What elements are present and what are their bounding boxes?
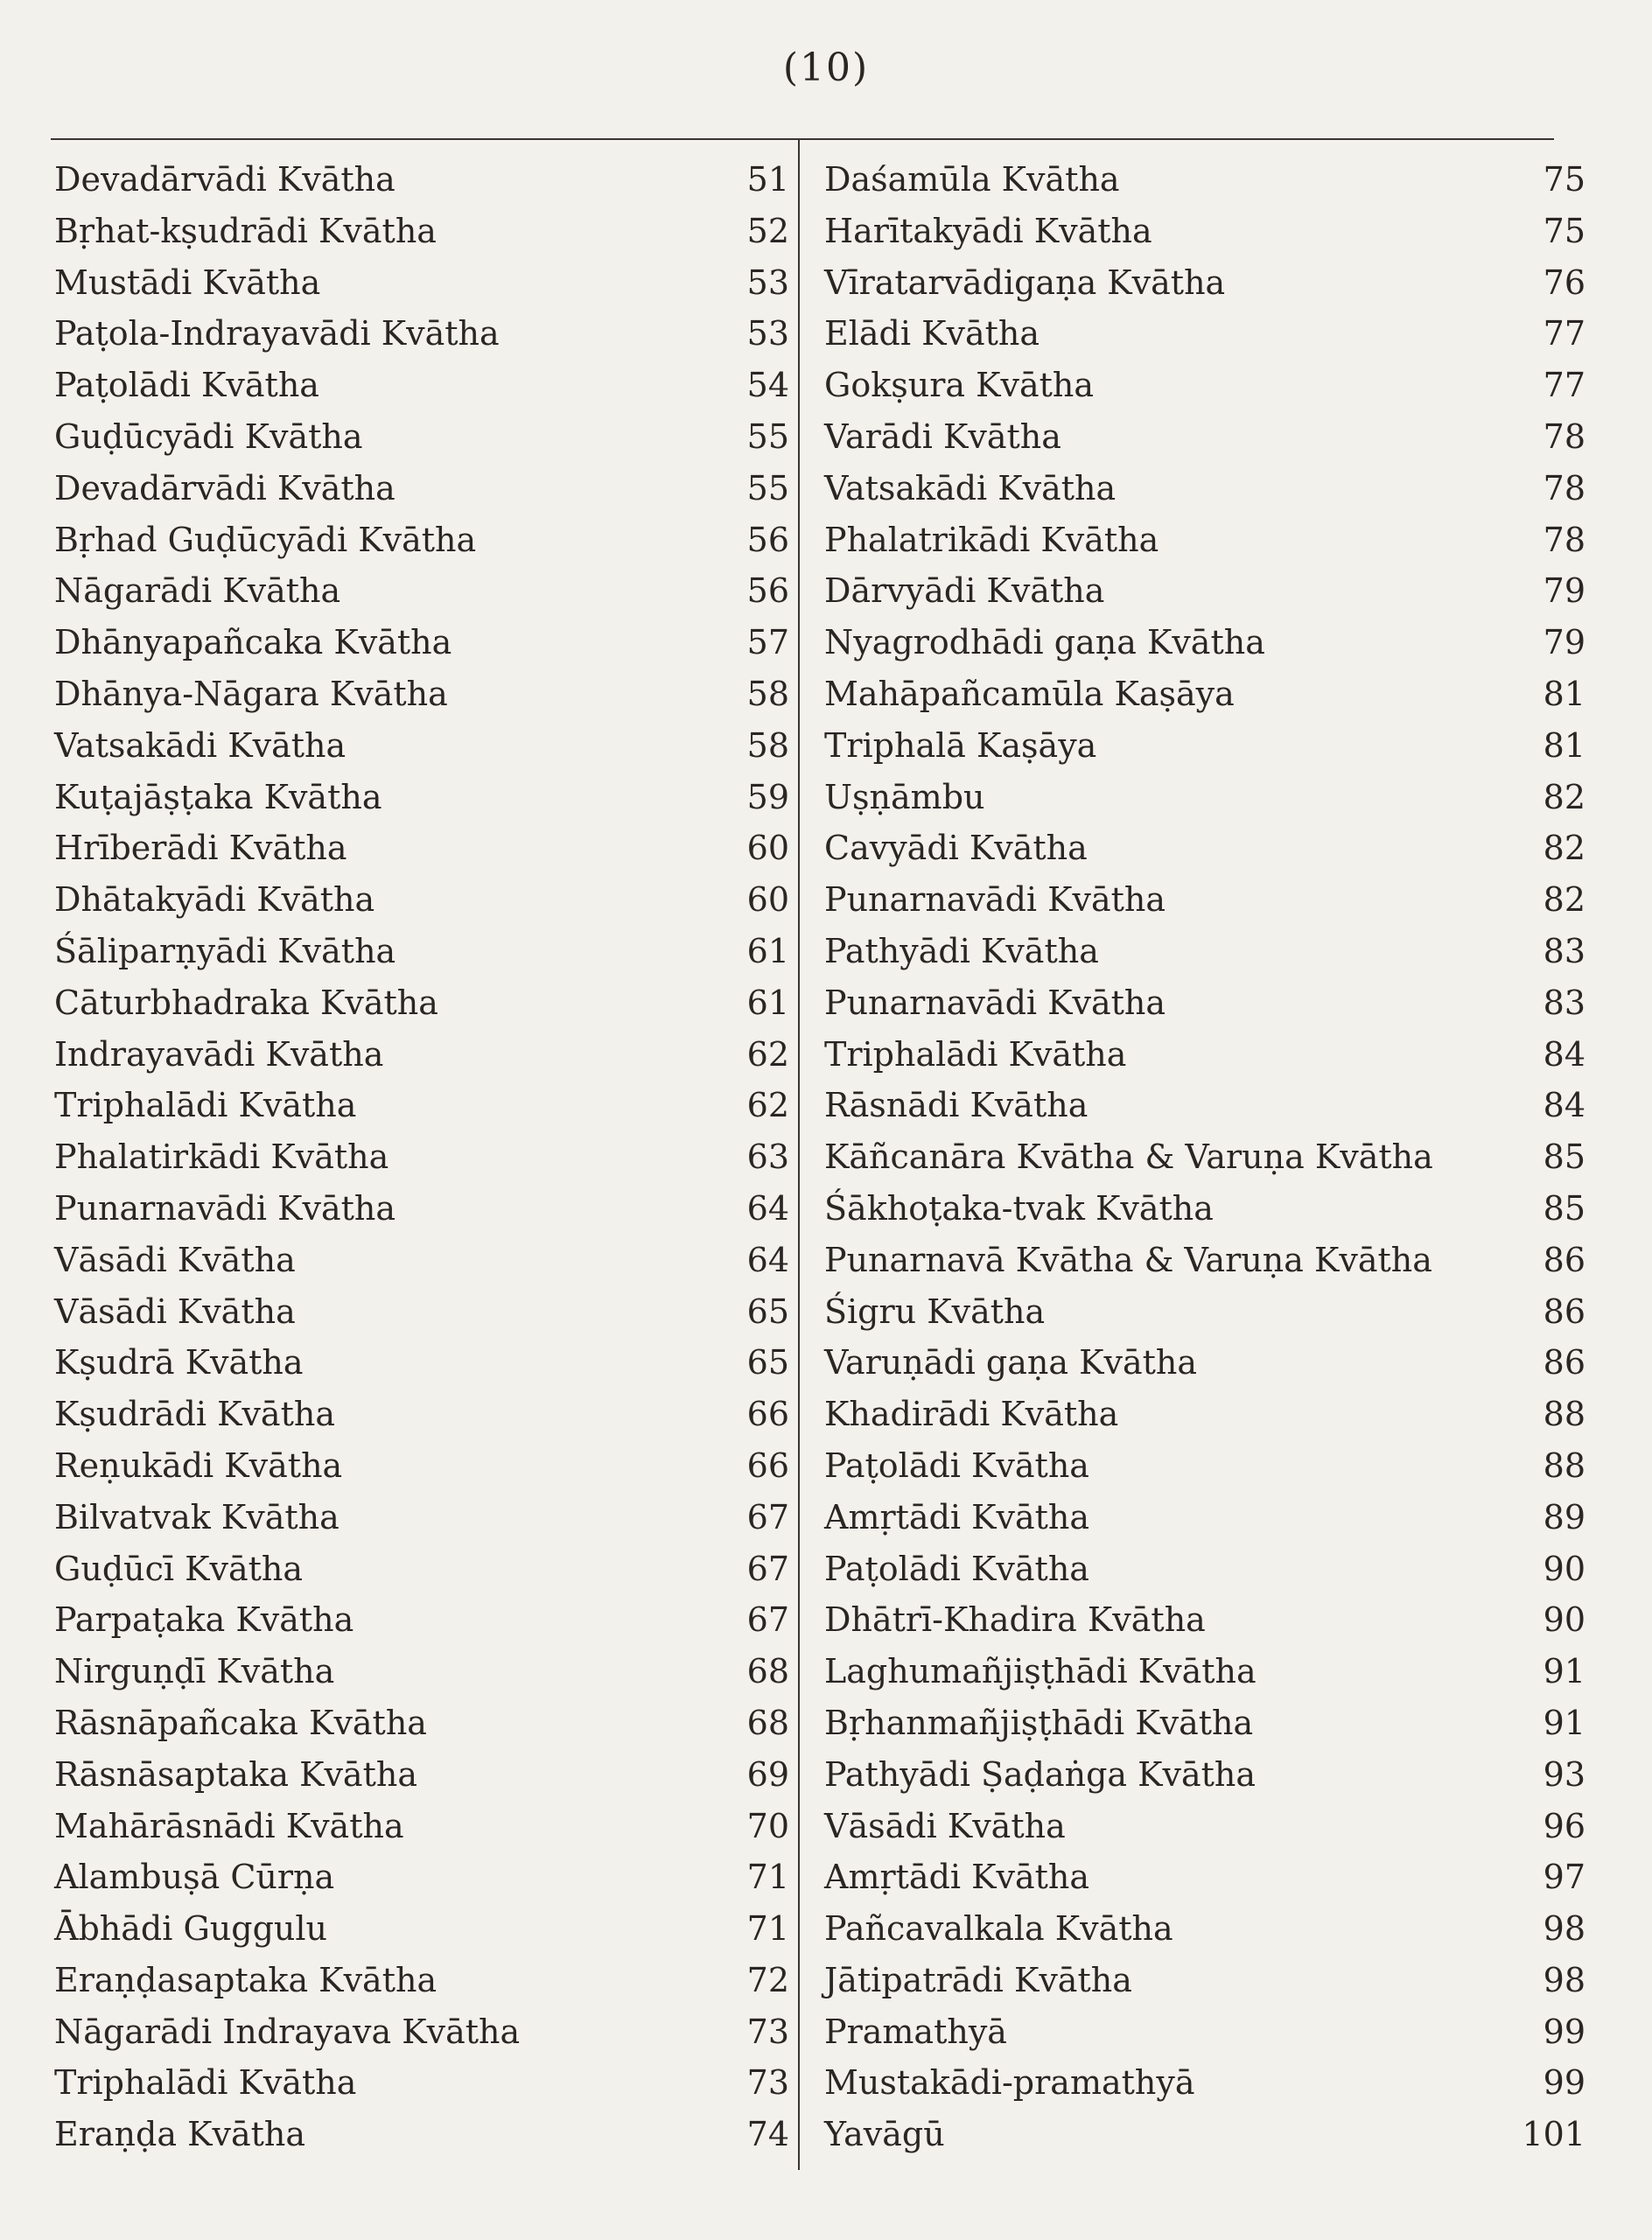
entry-page-number: 81 [1543, 725, 1586, 765]
entry-title: Paṭolādi Kvātha [824, 1446, 1089, 1485]
entry-title: Reṇukādi Kvātha [54, 1446, 343, 1485]
entry-page-number: 85 [1543, 1188, 1586, 1228]
entry-title: Triphalādi Kvātha [824, 1034, 1127, 1074]
entry-title: Mustādi Kvātha [54, 262, 321, 302]
entry-title: Pramathyā [824, 2012, 1007, 2051]
entry-title: Khadirādi Kvātha [824, 1395, 1119, 1434]
index-entry [824, 411, 1586, 463]
entry-title: Kuṭajāṣṭaka Kvātha [54, 777, 382, 816]
entry-title: Kāñcanāra Kvātha & Varuṇa Kvātha [824, 1138, 1433, 1177]
entry-title: Devadārvādi Kvātha [54, 468, 396, 508]
index-entry [824, 206, 1586, 257]
index-entry [54, 1286, 789, 1338]
entry-page-number: 82 [1543, 777, 1586, 816]
right-index-column [824, 154, 1586, 2160]
index-entry [54, 668, 789, 720]
index-entry [54, 1749, 789, 1801]
entry-title: Mahāpañcamūla Kaṣāya [824, 674, 1235, 713]
entry-title: Indrayavādi Kvātha [54, 1034, 384, 1074]
index-entry [824, 822, 1586, 874]
entry-page-number: 86 [1543, 1240, 1586, 1279]
entry-page-number: 96 [1543, 1806, 1586, 1845]
index-entry [54, 1235, 789, 1286]
entry-title: Laghumañjiṣṭhādi Kvātha [824, 1652, 1256, 1691]
entry-title: Rāsnādi Kvātha [824, 1086, 1088, 1125]
entry-page-number: 79 [1543, 623, 1586, 662]
entry-title: Varuṇādi gaṇa Kvātha [824, 1343, 1198, 1382]
column-divider [798, 140, 800, 2170]
entry-title: Jātipatrādi Kvātha [824, 1960, 1132, 1999]
entry-page-number: 82 [1543, 880, 1586, 920]
index-entry [824, 308, 1586, 360]
index-entry [824, 1852, 1586, 1903]
entry-page-number: 59 [746, 777, 789, 816]
entry-page-number: 88 [1543, 1446, 1586, 1485]
index-entry [824, 1235, 1586, 1286]
entry-title: Mustakādi-pramathyā [824, 2063, 1195, 2103]
entry-page-number: 70 [746, 1806, 789, 1845]
left-index-column [54, 154, 789, 2160]
entry-title: Punarnavā Kvātha & Varuṇa Kvātha [824, 1240, 1432, 1279]
entry-page-number: 53 [746, 262, 789, 302]
entry-title: Rāsnāsaptaka Kvātha [54, 1754, 417, 1794]
entry-title: Hrīberādi Kvātha [54, 829, 347, 868]
entry-page-number: 76 [1543, 262, 1586, 302]
index-entry [824, 257, 1586, 309]
index-entry [824, 2006, 1586, 2058]
index-entry [824, 617, 1586, 668]
entry-page-number: 101 [1522, 2115, 1586, 2154]
index-entry [54, 514, 789, 566]
entry-page-number: 61 [746, 983, 789, 1022]
index-entry [54, 360, 789, 411]
entry-page-number: 68 [746, 1652, 789, 1691]
entry-page-number: 99 [1543, 2012, 1586, 2051]
entry-title: Vatsakādi Kvātha [824, 468, 1116, 508]
entry-page-number: 53 [746, 314, 789, 354]
index-entry [824, 1749, 1586, 1801]
entry-title: Daśamūla Kvātha [824, 160, 1120, 199]
entry-title: Elādi Kvātha [824, 314, 1040, 354]
entry-page-number: 78 [1543, 416, 1586, 456]
entry-page-number: 64 [746, 1240, 789, 1279]
entry-title: Eraṇḍa Kvātha [54, 2115, 306, 2154]
entry-page-number: 66 [746, 1395, 789, 1434]
entry-page-number: 86 [1543, 1343, 1586, 1382]
entry-page-number: 97 [1543, 1858, 1586, 1897]
index-entry [824, 1594, 1586, 1646]
entry-title: Bṛhanmañjiṣṭhādi Kvātha [824, 1703, 1254, 1742]
index-entry [54, 1440, 789, 1492]
entry-title: Śigru Kvātha [824, 1292, 1046, 1331]
entry-title: Phalatirkādi Kvātha [54, 1138, 389, 1177]
entry-page-number: 84 [1543, 1034, 1586, 1074]
index-entry [824, 720, 1586, 772]
entry-title: Bṛhat-kṣudrādi Kvātha [54, 211, 437, 250]
index-entry [54, 154, 789, 206]
entry-title: Cāturbhadraka Kvātha [54, 983, 438, 1022]
index-entry [824, 668, 1586, 720]
index-entry [54, 1852, 789, 1903]
entry-title: Paṭolādi Kvātha [824, 1549, 1089, 1588]
entry-title: Pathyādi Ṣaḍaṅga Kvātha [824, 1754, 1256, 1794]
index-entry [824, 1029, 1586, 1081]
index-entry [824, 1337, 1586, 1389]
entry-page-number: 63 [746, 1138, 789, 1177]
entry-page-number: 60 [746, 880, 789, 920]
entry-title: Alambuṣā Cūrṇa [54, 1858, 335, 1897]
entry-title: Vāsādi Kvātha [54, 1292, 296, 1331]
entry-page-number: 54 [746, 366, 789, 405]
index-entry [54, 1337, 789, 1389]
entry-page-number: 65 [746, 1343, 789, 1382]
entry-title: Eraṇḍasaptaka Kvātha [54, 1960, 438, 1999]
entry-page-number: 83 [1543, 931, 1586, 970]
index-entry [824, 772, 1586, 823]
entry-page-number: 73 [746, 2012, 789, 2051]
entry-title: Amṛtādi Kvātha [824, 1858, 1090, 1897]
entry-page-number: 65 [746, 1292, 789, 1331]
entry-page-number: 77 [1543, 314, 1586, 354]
index-entry [824, 1903, 1586, 1955]
entry-title: Yavāgū [824, 2115, 945, 2154]
entry-title: Nāgarādi Indrayava Kvātha [54, 2012, 521, 2051]
index-entry [824, 1286, 1586, 1338]
entry-page-number: 98 [1543, 1909, 1586, 1949]
entry-page-number: 58 [746, 725, 789, 765]
index-entry [824, 874, 1586, 926]
index-entry [54, 565, 789, 617]
index-entry [824, 514, 1586, 566]
index-entry [824, 1698, 1586, 1749]
entry-page-number: 74 [746, 2115, 789, 2154]
entry-page-number: 85 [1543, 1138, 1586, 1177]
index-entry [824, 977, 1586, 1029]
index-entry [824, 1492, 1586, 1544]
index-entry [54, 1955, 789, 2006]
entry-page-number: 57 [746, 623, 789, 662]
index-entry [54, 308, 789, 360]
entry-title: Ābhādi Guggulu [54, 1909, 328, 1949]
index-entry [54, 2006, 789, 2058]
entry-page-number: 66 [746, 1446, 789, 1485]
entry-title: Paṭola-Indrayavādi Kvātha [54, 314, 500, 354]
entry-title: Punarnavādi Kvātha [824, 880, 1166, 920]
entry-title: Śākhoṭaka-tvak Kvātha [824, 1188, 1214, 1228]
entry-page-number: 55 [746, 416, 789, 456]
index-entry [824, 1801, 1586, 1852]
entry-page-number: 61 [746, 931, 789, 970]
index-entry [54, 1903, 789, 1955]
entry-title: Guḍūcī Kvātha [54, 1549, 304, 1588]
entry-page-number: 64 [746, 1188, 789, 1228]
entry-page-number: 56 [746, 571, 789, 611]
entry-page-number: 91 [1543, 1652, 1586, 1691]
index-entry [824, 1389, 1586, 1440]
index-entry [54, 1492, 789, 1544]
header-rule [51, 138, 1554, 140]
entry-page-number: 62 [746, 1086, 789, 1125]
entry-title: Kṣudrādi Kvātha [54, 1395, 335, 1434]
entry-title: Śāliparṇyādi Kvātha [54, 931, 396, 970]
entry-page-number: 86 [1543, 1292, 1586, 1331]
entry-title: Pañcavalkala Kvātha [824, 1909, 1173, 1949]
entry-title: Kṣudrā Kvātha [54, 1343, 304, 1382]
entry-title: Bilvatvak Kvātha [54, 1497, 340, 1536]
entry-page-number: 93 [1543, 1754, 1586, 1794]
entry-page-number: 99 [1543, 2063, 1586, 2103]
index-entry [54, 977, 789, 1029]
entry-title: Harītakyādi Kvātha [824, 211, 1152, 250]
entry-page-number: 60 [746, 829, 789, 868]
entry-page-number: 81 [1543, 674, 1586, 713]
entry-title: Devadārvādi Kvātha [54, 160, 396, 199]
entry-title: Punarnavādi Kvātha [54, 1188, 396, 1228]
index-entry [54, 1131, 789, 1183]
entry-title: Uṣṇāmbu [824, 777, 985, 816]
index-entry [54, 257, 789, 309]
index-entry [54, 1646, 789, 1698]
entry-page-number: 82 [1543, 829, 1586, 868]
entry-title: Mahārāsnādi Kvātha [54, 1806, 404, 1845]
index-entry [54, 1698, 789, 1749]
entry-title: Parpaṭaka Kvātha [54, 1600, 354, 1640]
entry-page-number: 58 [746, 674, 789, 713]
entry-page-number: 71 [746, 1858, 789, 1897]
index-entry [824, 1646, 1586, 1698]
entry-page-number: 83 [1543, 983, 1586, 1022]
entry-page-number: 51 [746, 160, 789, 199]
entry-title: Pathyādi Kvātha [824, 931, 1099, 970]
entry-page-number: 75 [1543, 211, 1586, 250]
index-entry [824, 1183, 1586, 1235]
entry-page-number: 68 [746, 1703, 789, 1742]
index-entry [54, 617, 789, 668]
entry-title: Vāsādi Kvātha [54, 1240, 296, 1279]
index-entry [54, 1801, 789, 1852]
index-entry [824, 2109, 1586, 2160]
index-entry [824, 1131, 1586, 1183]
entry-page-number: 72 [746, 1960, 789, 1999]
index-entry [824, 360, 1586, 411]
index-entry [824, 565, 1586, 617]
entry-title: Dhātakyādi Kvātha [54, 880, 375, 920]
page-number: (10) [782, 46, 870, 90]
index-entry [824, 463, 1586, 514]
index-entry [54, 772, 789, 823]
entry-title: Dhānya-Nāgara Kvātha [54, 674, 448, 713]
entry-title: Triphalādi Kvātha [54, 2063, 357, 2103]
entry-title: Dhānyapañcaka Kvātha [54, 623, 452, 662]
index-entry [54, 1080, 789, 1131]
entry-page-number: 88 [1543, 1395, 1586, 1434]
entry-title: Paṭolādi Kvātha [54, 366, 319, 405]
index-entry [54, 463, 789, 514]
entry-page-number: 98 [1543, 1960, 1586, 1999]
entry-page-number: 62 [746, 1034, 789, 1074]
index-entry [824, 1440, 1586, 1492]
entry-title: Triphalā Kaṣāya [824, 725, 1097, 765]
entry-page-number: 73 [746, 2063, 789, 2103]
entry-page-number: 91 [1543, 1703, 1586, 1742]
entry-title: Cavyādi Kvātha [824, 829, 1088, 868]
index-entry [54, 1029, 789, 1081]
index-entry [824, 154, 1586, 206]
entry-page-number: 75 [1543, 160, 1586, 199]
entry-page-number: 90 [1543, 1600, 1586, 1640]
index-entry [824, 1544, 1586, 1595]
entry-page-number: 90 [1543, 1549, 1586, 1588]
index-entry [54, 874, 789, 926]
entry-page-number: 56 [746, 520, 789, 559]
index-entry [54, 720, 789, 772]
entry-title: Guḍūcyādi Kvātha [54, 416, 363, 456]
entry-page-number: 67 [746, 1600, 789, 1640]
entry-title: Vatsakādi Kvātha [54, 725, 346, 765]
index-entry [54, 2109, 789, 2160]
index-entry [54, 822, 789, 874]
entry-title: Dārvyādi Kvātha [824, 571, 1105, 611]
index-entry [54, 1544, 789, 1595]
entry-title: Nyagrodhādi gaṇa Kvātha [824, 623, 1265, 662]
index-entry [54, 1594, 789, 1646]
entry-page-number: 78 [1543, 468, 1586, 508]
index-entry [824, 1080, 1586, 1131]
index-entry [54, 1389, 789, 1440]
entry-title: Nirguṇḍī Kvātha [54, 1652, 335, 1691]
entry-page-number: 52 [746, 211, 789, 250]
index-entry [54, 206, 789, 257]
entry-page-number: 79 [1543, 571, 1586, 611]
entry-title: Triphalādi Kvātha [54, 1086, 357, 1125]
entry-title: Varādi Kvātha [824, 416, 1061, 456]
entry-title: Phalatrikādi Kvātha [824, 520, 1159, 559]
entry-page-number: 84 [1543, 1086, 1586, 1125]
entry-title: Amṛtādi Kvātha [824, 1497, 1090, 1536]
index-entry [824, 926, 1586, 977]
entry-title: Gokṣura Kvātha [824, 366, 1095, 405]
entry-title: Dhātrī-Khadira Kvātha [824, 1600, 1206, 1640]
entry-page-number: 67 [746, 1497, 789, 1536]
entry-page-number: 69 [746, 1754, 789, 1794]
entry-title: Nāgarādi Kvātha [54, 571, 341, 611]
entry-page-number: 71 [746, 1909, 789, 1949]
index-entry [54, 1183, 789, 1235]
entry-title: Vīratarvādigaṇa Kvātha [824, 262, 1226, 302]
entry-page-number: 55 [746, 468, 789, 508]
index-entry [824, 2057, 1586, 2109]
entry-page-number: 89 [1543, 1497, 1586, 1536]
index-entry [54, 2057, 789, 2109]
entry-title: Rāsnāpañcaka Kvātha [54, 1703, 427, 1742]
entry-title: Punarnavādi Kvātha [824, 983, 1166, 1022]
index-entry [824, 1955, 1586, 2006]
entry-page-number: 77 [1543, 366, 1586, 405]
entry-title: Bṛhad Guḍūcyādi Kvātha [54, 520, 477, 559]
entry-title: Vāsādi Kvātha [824, 1806, 1066, 1845]
index-entry [54, 411, 789, 463]
index-entry [54, 926, 789, 977]
entry-page-number: 78 [1543, 520, 1586, 559]
entry-page-number: 67 [746, 1549, 789, 1588]
